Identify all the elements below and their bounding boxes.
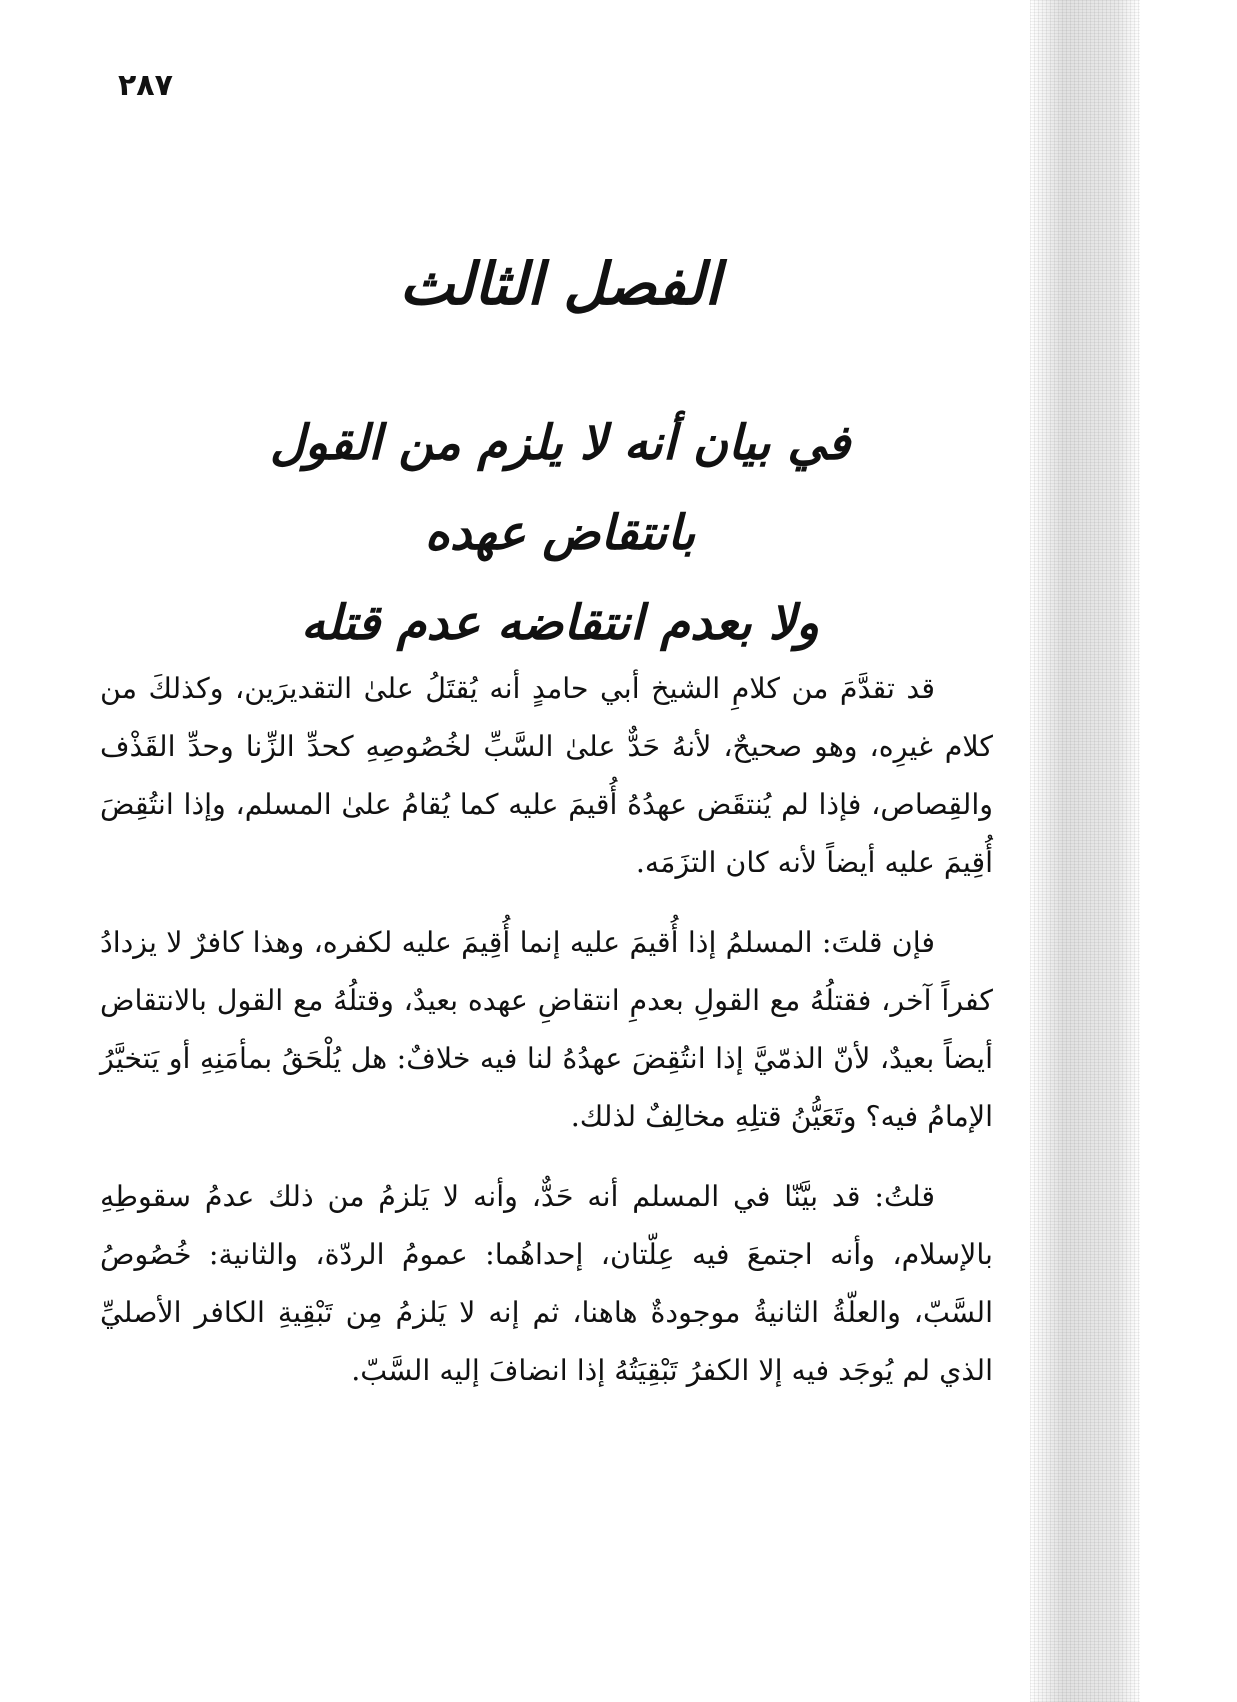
- body-text: [100, 660, 993, 1422]
- paragraph-2: فإن قلتَ: المسلمُ إذا أُقيمَ عليه إنما أُقِيمَ عليه لكفره، وهذا كافرٌ لا يزدادُ كفراً آخر، فقتلُهُ مع القولِ بعدمِ انتقاضِ عهده بعيدٌ، وقتلُهُ مع القول بالانتقاض أيضاً بعيدٌ، لأنّ الذمّيَّ إذا انتُقِضَ عهدُهُ لنا فيه خلافٌ: هل يُلْحَقُ بمأمَنِهِ أو يَتخيَّرُ الإمامُ فيه؟ وتَعَيُّنُ قتلِهِ مخالِفٌ لذلك.: [100, 926, 993, 1133]
- chapter-subtitle: [230, 398, 890, 668]
- paragraph-3: قلتُ: قد بيَّنّا في المسلم أنه حَدٌّ، وأنه لا يَلزمُ من ذلك عدمُ سقوطِهِ بالإسلام، وأنه اجتمعَ فيه عِلّتان، إحداهُما: عمومُ الردّة، والثانية: خُصُوصُ السَّبّ، والعلّةُ الثانيةُ موجودةٌ هاهنا، ثم إنه لا يَلزمُ مِن تَبْقِيةِ الكافر الأصليِّ الذي لم يُوجَد فيه إلا الكفرُ تَبْقِيَتُهُ إذا انضافَ إليه السَّبّ.: [100, 1180, 993, 1387]
- chapter-title: الفصل الثالث: [399, 250, 721, 318]
- binding-shadow: [1030, 0, 1140, 1702]
- chapter-subtitle-line-2: ولا بعدم انتقاضه عدم قتله: [300, 595, 819, 651]
- paragraph-1: قد تقدَّمَ من كلامِ الشيخ أبي حامدٍ أنه يُقتَلُ علىٰ التقديرَين، وكذلكَ من كلام غيرِه، وهو صحيحٌ، لأنهُ حَدٌّ علىٰ السَّبِّ لخُصُوصِهِ كحدِّ الزِّنا وحدِّ القَذْف والقِصاص، فإذا لم يُنتقَض عهدُهُ أُقيمَ عليه كما يُقامُ علىٰ المسلم، وإذا انتُقِضَ أُقِيمَ عليه أيضاً لأنه كان التزَمَه.: [100, 672, 993, 879]
- chapter-subtitle-line-1: في بيان أنه لا يلزم من القول بانتقاض عهده: [269, 415, 851, 561]
- page-number: ٢٨٧: [118, 68, 173, 103]
